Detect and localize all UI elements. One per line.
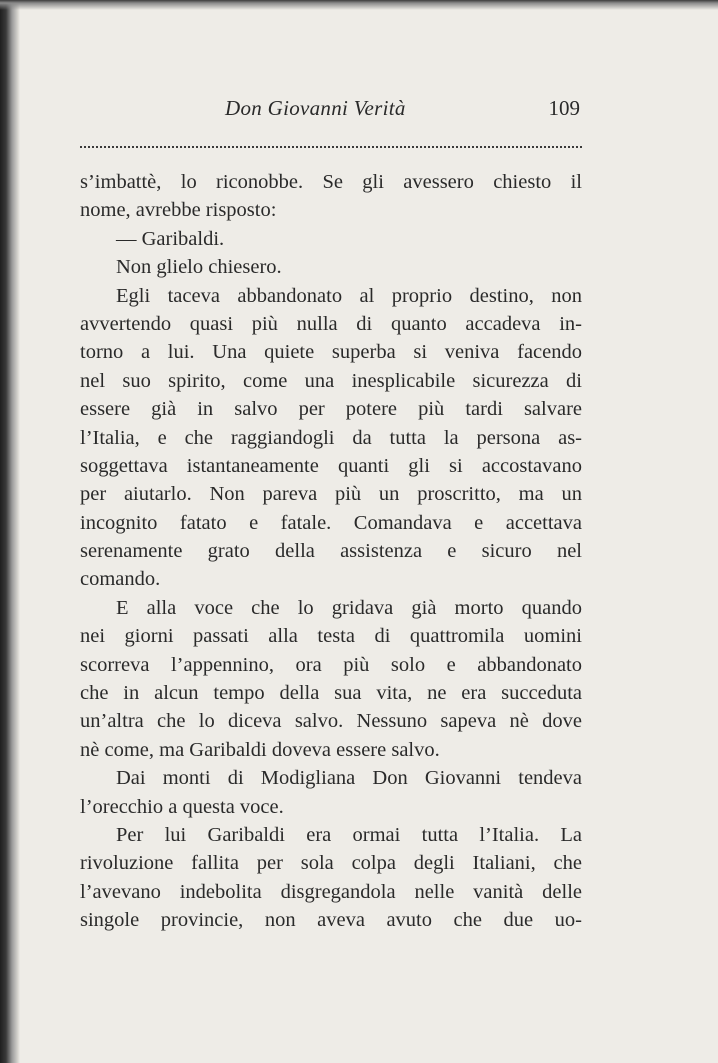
- text-line: incognito fatato e fatale. Comandava e accettava: [80, 511, 582, 534]
- text-line: che in alcun tempo della sua vita, ne era succeduta: [80, 682, 582, 705]
- text-line: un’altra che lo diceva salvo. Nessuno sapeva nè dove: [80, 710, 582, 733]
- text-line: nome, avrebbe risposto:: [80, 199, 277, 222]
- text-line: l’Italia, e che raggiandogli da tutta la persona as-: [80, 426, 582, 449]
- text-line: Dai monti di Modigliana Don Giovanni tendeva: [116, 767, 582, 790]
- text-line: Egli taceva abbandonato al proprio destino, non: [116, 284, 582, 307]
- text-line: scorreva l’appennino, ora più solo e abbandonato: [80, 653, 582, 676]
- text-line: rivoluzione fallita per sola colpa degli Italiani, che: [80, 852, 582, 875]
- scan-top-edge: [0, 0, 718, 10]
- text-line: avvertendo quasi più nulla di quanto accadeva in-: [80, 312, 582, 335]
- text-line: E alla voce che lo gridava già morto quando: [116, 596, 582, 619]
- page-number: 109: [548, 96, 580, 120]
- text-line: serenamente grato della assistenza e sicuro nel: [80, 540, 582, 563]
- text-line: nè come, ma Garibaldi doveva essere salvo.: [80, 738, 440, 761]
- body-text: [80, 168, 582, 935]
- text-line: torno a lui. Una quiete superba si veniva facendo: [80, 341, 582, 364]
- text-line: soggettava istantaneamente quanti gli si accostavano: [80, 454, 582, 477]
- page-header: [80, 96, 580, 126]
- text-line: nei giorni passati alla testa di quattromila uomini: [80, 625, 582, 648]
- text-line: Non glielo chiesero.: [116, 256, 282, 279]
- text-line: l’orecchio a questa voce.: [80, 795, 284, 818]
- scan-left-edge: [0, 0, 20, 1063]
- text-line: s’imbattè, lo riconobbe. Se gli avessero chiesto il: [80, 171, 582, 193]
- text-line: singole provincie, non aveva avuto che due uo-: [80, 909, 582, 932]
- text-line: nel suo spirito, come una inesplicabile sicurezza di: [80, 369, 582, 392]
- text-line: per aiutarlo. Non pareva più un proscritto, ma un: [80, 483, 582, 506]
- header-rule: [80, 146, 582, 148]
- running-title: Don Giovanni Verità: [225, 96, 406, 120]
- text-line: Per lui Garibaldi era ormai tutta l’Italia. La: [116, 823, 582, 846]
- text-line: — Garibaldi.: [116, 227, 225, 250]
- text-line: comando.: [80, 568, 161, 591]
- text-line: l’avevano indebolita disgregandola nelle vanità delle: [80, 880, 582, 903]
- text-line: essere già in salvo per potere più tardi salvare: [80, 398, 582, 421]
